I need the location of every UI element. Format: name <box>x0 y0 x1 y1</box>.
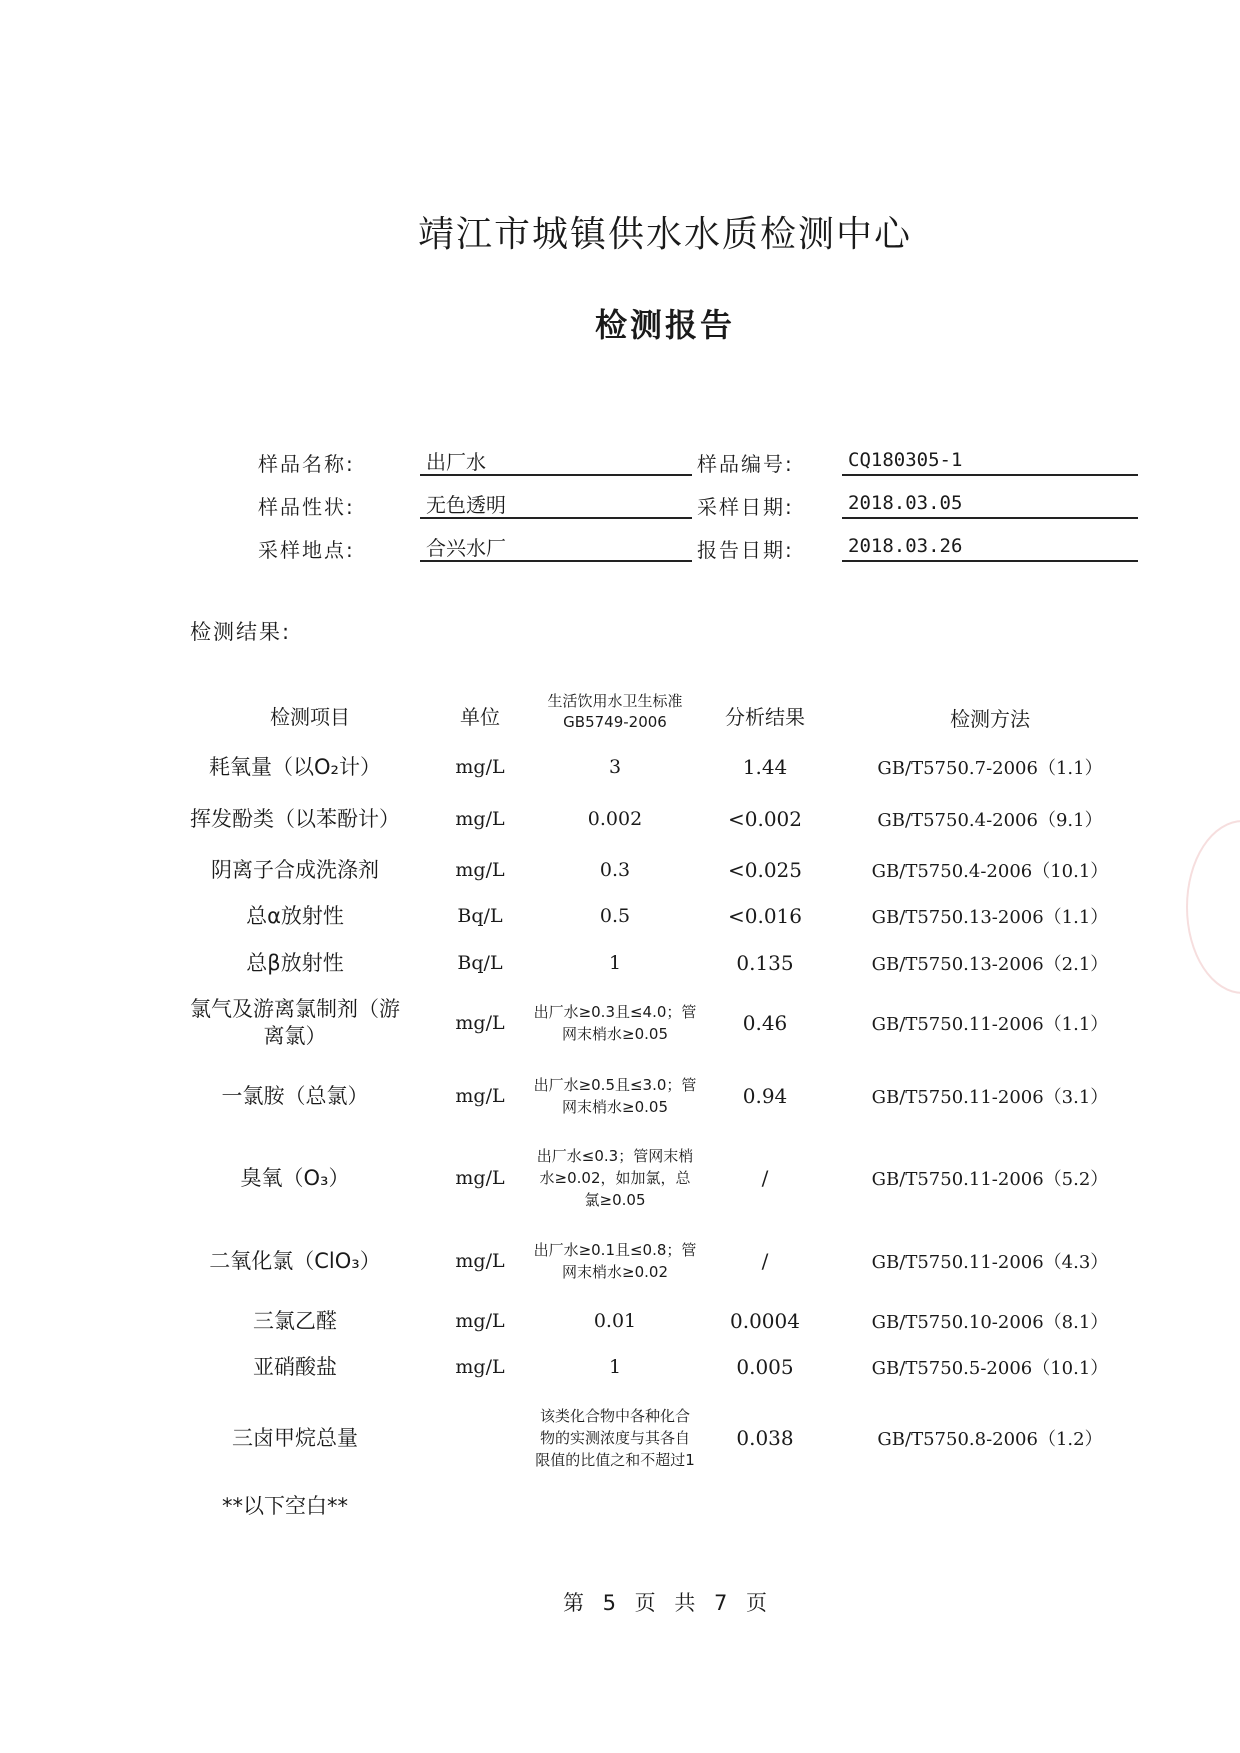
cell-method: GB/T5750.11-2006（3.1） <box>871 1087 1109 1108</box>
cell-standard: 1 <box>608 952 622 974</box>
cell-unit: mg/L <box>455 1310 505 1332</box>
sampling-date-value: 2018.03.05 <box>842 489 1138 519</box>
cell-method: GB/T5750.13-2006（1.1） <box>871 907 1109 928</box>
table-header <box>0 685 1240 745</box>
cell-method: GB/T5750.4-2006（9.1） <box>877 810 1103 831</box>
cell-unit: Bq/L <box>457 905 503 927</box>
cell-method: GB/T5750.5-2006（10.1） <box>871 1358 1109 1379</box>
org-name: 靖江市城镇供水水质检测中心 <box>417 214 912 255</box>
header-method: 检测方法 <box>950 707 1030 731</box>
cell-standard: 出厂水≥0.5且≤3.0；管网末梢水≥0.05 <box>533 1076 697 1116</box>
cell-result: 1.44 <box>742 755 788 779</box>
table-row <box>0 1298 1240 1344</box>
table-row <box>0 940 1240 986</box>
cell-method: GB/T5750.11-2006（4.3） <box>871 1252 1109 1273</box>
cell-item: 耗氧量（以O₂计） <box>209 754 381 779</box>
cell-result: / <box>761 1249 769 1273</box>
cell-unit: mg/L <box>455 1250 505 1272</box>
sample-state-label: 样品性状: <box>258 495 355 519</box>
sample-no-label: 样品编号: <box>697 452 794 476</box>
table-row <box>0 986 1240 1060</box>
table-row <box>0 1344 1240 1390</box>
cell-unit: mg/L <box>455 1167 505 1189</box>
cell-item: 三氯乙醛 <box>253 1308 337 1333</box>
field-row-1 <box>0 440 1240 480</box>
cell-unit: mg/L <box>455 808 505 830</box>
report-title: 检测报告 <box>594 306 735 344</box>
cell-unit: mg/L <box>455 1356 505 1378</box>
cell-item: 一氯胺（总氯） <box>221 1083 369 1108</box>
cell-unit: mg/L <box>455 1012 505 1034</box>
cell-unit: mg/L <box>455 1085 505 1107</box>
cell-unit: Bq/L <box>457 952 503 974</box>
cell-standard: 1 <box>608 1356 622 1378</box>
cell-item: 三卤甲烷总量 <box>232 1425 358 1450</box>
cell-result: 0.94 <box>742 1084 788 1108</box>
cell-item: 阴离子合成洗涤剂 <box>211 857 379 882</box>
sample-name-value: 出厂水 <box>420 446 692 476</box>
cell-item: 亚硝酸盐 <box>253 1354 337 1379</box>
cell-method: GB/T5750.11-2006（1.1） <box>871 1014 1109 1035</box>
cell-method: GB/T5750.13-2006（2.1） <box>871 954 1109 975</box>
cell-method: GB/T5750.4-2006（10.1） <box>871 861 1109 882</box>
results-label: 检测结果: <box>190 620 292 644</box>
cell-result: <0.016 <box>727 904 802 928</box>
cell-item: 臭氧（O₃） <box>240 1165 350 1190</box>
cell-method: GB/T5750.11-2006（5.2） <box>871 1169 1109 1190</box>
table-row <box>0 1132 1240 1224</box>
cell-standard: 3 <box>608 756 622 778</box>
cell-result: 0.46 <box>742 1011 788 1035</box>
cell-item: 氯气及游离氯制剂（游离氯） <box>190 997 400 1048</box>
table-row <box>0 744 1240 790</box>
header-result: 分析结果 <box>725 705 805 729</box>
field-row-2 <box>0 483 1240 523</box>
table-row <box>0 892 1240 940</box>
cell-standard: 该类化合物中各种化合物的实测浓度与其各自限值的比值之和不超过1 <box>535 1407 695 1469</box>
sample-no-value: CQ180305-1 <box>842 446 1138 476</box>
sampling-site-value: 合兴水厂 <box>420 532 692 562</box>
cell-result: 0.135 <box>736 951 794 975</box>
cell-method: GB/T5750.7-2006（1.1） <box>877 758 1103 779</box>
cell-item: 总β放射性 <box>246 950 344 975</box>
cell-standard: 0.01 <box>593 1310 637 1332</box>
sample-state-value: 无色透明 <box>420 489 692 519</box>
table-row <box>0 848 1240 892</box>
table-row <box>0 1390 1240 1486</box>
cell-unit: mg/L <box>455 859 505 881</box>
field-row-3 <box>0 526 1240 566</box>
blank-note: **以下空白** <box>222 1494 348 1518</box>
page-footer: 第 5 页 共 7 页 <box>562 1591 768 1615</box>
cell-item: 挥发酚类（以苯酚计） <box>190 806 400 831</box>
table-row <box>0 1060 1240 1132</box>
cell-method: GB/T5750.10-2006（8.1） <box>871 1312 1109 1333</box>
cell-standard: 出厂水≥0.1且≤0.8；管网末梢水≥0.02 <box>533 1241 697 1281</box>
cell-item: 总α放射性 <box>246 903 344 928</box>
cell-standard: 0.002 <box>587 808 643 830</box>
header-unit: 单位 <box>460 705 500 729</box>
cell-unit <box>435 1390 525 1486</box>
cell-result: 0.038 <box>736 1426 794 1450</box>
cell-result: <0.025 <box>727 858 802 882</box>
cell-result: 0.005 <box>736 1355 794 1379</box>
sampling-site-label: 采样地点: <box>258 538 355 562</box>
cell-result: 0.0004 <box>730 1309 800 1333</box>
cell-method: GB/T5750.8-2006（1.2） <box>877 1429 1103 1450</box>
header-standard: 生活饮用水卫生标准GB5749-2006 <box>547 692 683 731</box>
sampling-date-label: 采样日期: <box>697 495 794 519</box>
table-row <box>0 1224 1240 1298</box>
cell-standard: 0.5 <box>599 905 631 927</box>
report-date-value: 2018.03.26 <box>842 532 1138 562</box>
cell-result: / <box>761 1166 769 1190</box>
cell-item: 二氧化氯（ClO₃） <box>209 1248 381 1273</box>
sample-name-label: 样品名称: <box>258 452 355 476</box>
cell-standard: 出厂水≥0.3且≤4.0；管网末梢水≥0.05 <box>533 1003 697 1043</box>
header-item: 检测项目 <box>270 705 350 729</box>
cell-standard: 出厂水≤0.3；管网末梢水≥0.02，如加氯，总氯≥0.05 <box>536 1147 694 1209</box>
report-date-label: 报告日期: <box>697 538 794 562</box>
table-row <box>0 790 1240 848</box>
cell-result: <0.002 <box>727 807 802 831</box>
cell-unit: mg/L <box>455 756 505 778</box>
cell-standard: 0.3 <box>599 859 631 881</box>
